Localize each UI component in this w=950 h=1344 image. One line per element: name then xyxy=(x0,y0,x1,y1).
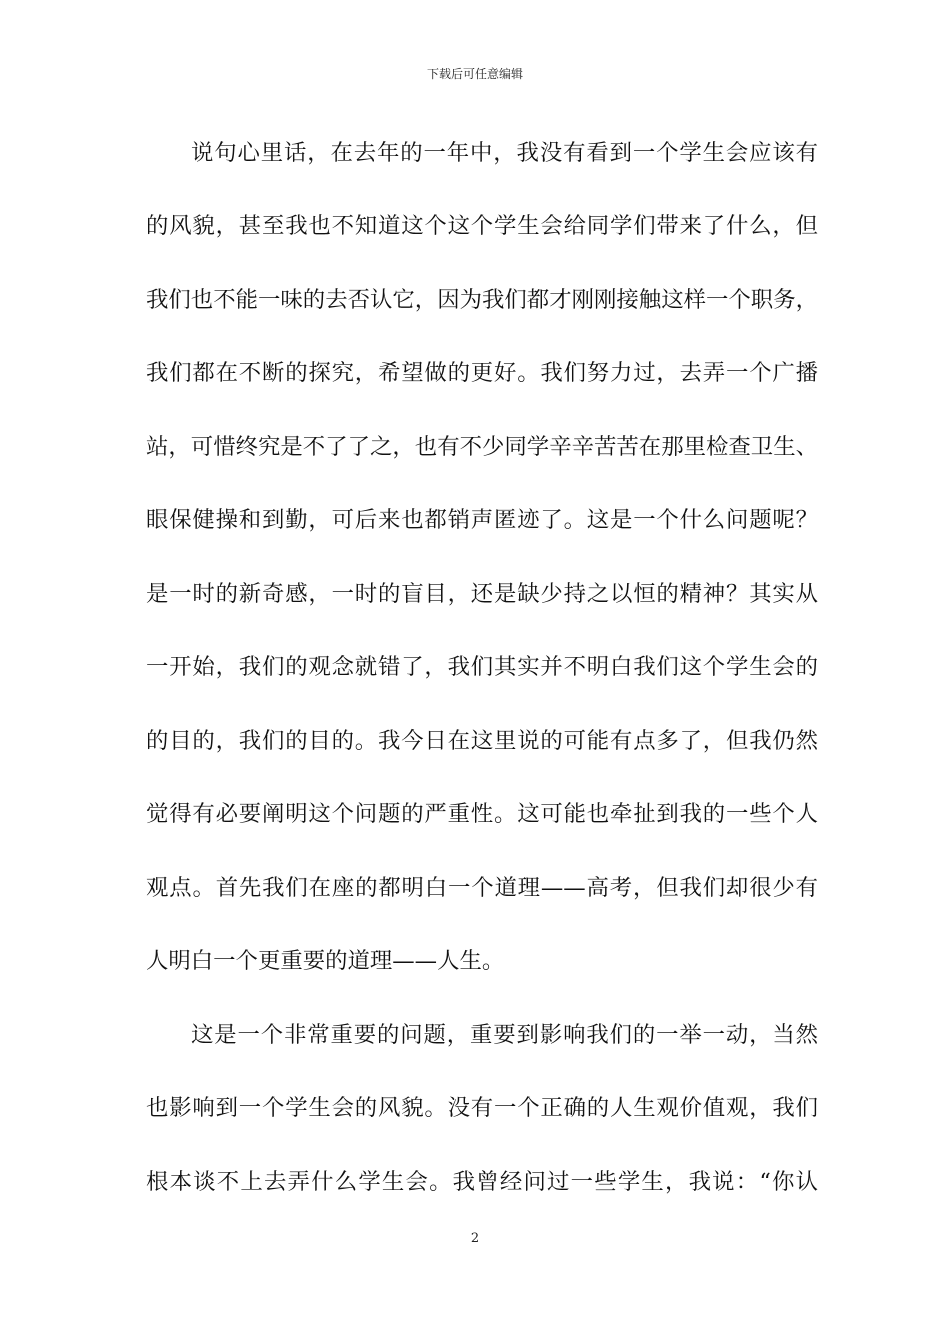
paragraph-1-line-5: 站，可惜终究是不了了之，也有不少同学辛辛苦苦在那里检查卫生、 xyxy=(146,434,818,460)
paragraph-1-line-11: 观点。首先我们在座的都明白一个道理——高考，但我们却很少有 xyxy=(146,875,818,901)
paragraph-2-line-3: 根本谈不上去弄什么学生会。我曾经问过一些学生，我说：“你认 xyxy=(146,1169,818,1195)
paragraph-1-line-10: 觉得有必要阐明这个问题的严重性。这可能也牵扯到我的一些个人 xyxy=(146,801,818,827)
paragraph-1-line-7: 是一时的新奇感，一时的盲目，还是缺少持之以恒的精神？其实从 xyxy=(146,581,818,607)
paragraph-1-line-1: 说句心里话，在去年的一年中，我没有看到一个学生会应该有 xyxy=(191,140,818,166)
paragraph-1-line-2: 的风貌，甚至我也不知道这个这个学生会给同学们带来了什么，但 xyxy=(146,213,818,239)
page-header: 下载后可任意编辑 xyxy=(426,67,523,81)
paragraph-1-line-4: 我们都在不断的探究，希望做的更好。我们努力过，去弄一个广播 xyxy=(146,360,818,386)
paragraph-2-line-1: 这是一个非常重要的问题，重要到影响我们的一举一动，当然 xyxy=(191,1022,818,1048)
paragraph-2-line-2: 也影响到一个学生会的风貌。没有一个正确的人生观价值观，我们 xyxy=(146,1095,818,1121)
page-number: 2 xyxy=(470,1231,480,1246)
paragraph-1-line-3: 我们也不能一味的去否认它，因为我们都才刚刚接触这样一个职务， xyxy=(146,287,818,313)
paragraph-1-line-8: 一开始，我们的观念就错了，我们其实并不明白我们这个学生会的 xyxy=(146,654,818,680)
paragraph-1-line-6: 眼保健操和到勤，可后来也都销声匿迹了。这是一个什么问题呢？ xyxy=(146,507,818,533)
paragraph-1-line-12: 人明白一个更重要的道理——人生。 xyxy=(146,948,505,974)
paragraph-1-line-9: 的目的，我们的目的。我今日在这里说的可能有点多了，但我仍然 xyxy=(146,728,818,754)
